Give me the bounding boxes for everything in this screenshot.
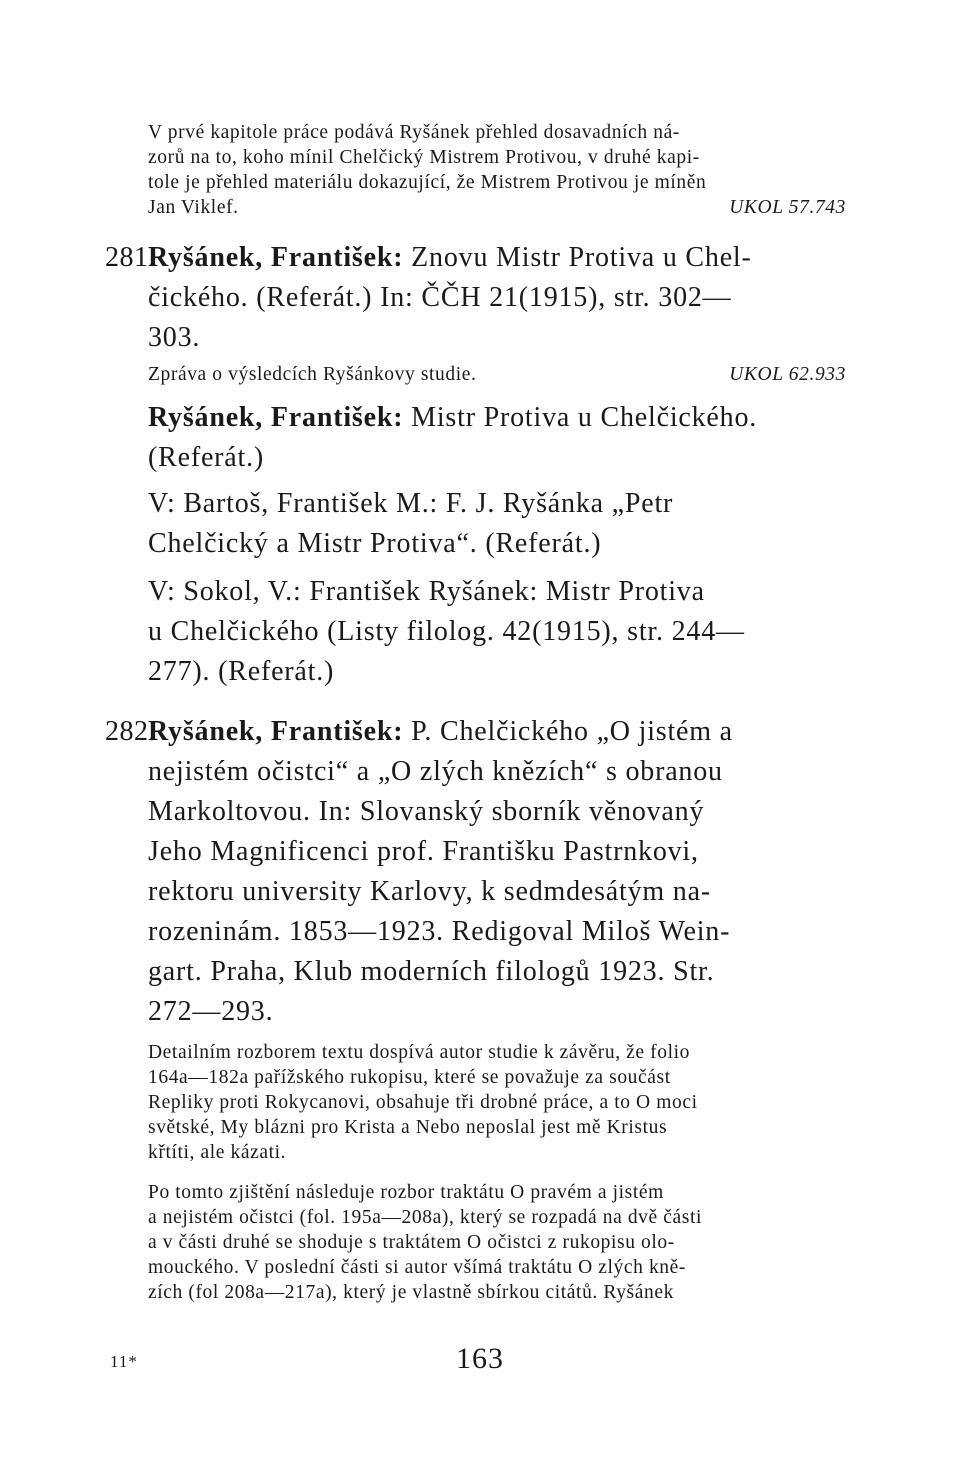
entry-line: 272—293. <box>148 996 274 1027</box>
entry-line: Chelčický a Mistr Protiva“. (Referát.) <box>148 528 602 559</box>
entry-282-note-2 <box>148 1180 860 1305</box>
entry-number: 282. <box>105 716 156 747</box>
shelf-mark: UKOL 57.743 <box>729 197 846 218</box>
review-sokol <box>148 572 860 692</box>
entry-line: rozeninám. 1853—1923. Redigoval Miloš Wein- <box>148 916 731 947</box>
note-line: Po tomto zjištění následuje rozbor traktátu O pravém a jistém <box>148 1182 664 1203</box>
entry-line: Markoltovou. In: Slovanský sborník věnovaný <box>148 796 705 827</box>
intro-last-line <box>148 195 860 220</box>
note-line: mouckého. V poslední části si autor všímá traktátu O zlých kně- <box>148 1257 687 1278</box>
entry-line: (Referát.) <box>148 442 265 473</box>
entry-281 <box>148 238 860 358</box>
entry-line: nejistém očistci“ a „O zlých knězích“ s obranou <box>148 756 723 787</box>
entry-number: 281. <box>105 242 156 273</box>
entry-line: rektoru university Karlovy, k sedmdesátým na- <box>148 876 711 907</box>
note-line: Detailním rozborem textu dospívá autor studie k závěru, že folio <box>148 1042 690 1063</box>
entry-line <box>148 712 860 752</box>
entry-line: V: Bartoš, František M.: F. J. Ryšánka „Petr <box>148 488 674 519</box>
intro-line: tole je přehled materiálu dokazující, že Mistrem Protivou je míněn <box>148 172 707 193</box>
note-line: křtíti, ale kázati. <box>148 1142 287 1163</box>
entry-line: gart. Praha, Klub moderních filologů 1923. Str. <box>148 956 715 987</box>
entry-line: 277). (Referát.) <box>148 656 335 687</box>
note-line <box>148 362 860 387</box>
entry-line: Jeho Magnificenci prof. Františku Pastrnkovi, <box>148 836 699 867</box>
entry-281-note <box>148 362 860 387</box>
note-text: Zpráva o výsledcích Ryšánkovy studie. <box>148 364 477 385</box>
intro-line: Jan Viklef. <box>148 197 239 218</box>
note-line: světské, My blázni pro Krista a Nebo neposlal jest mě Kristus <box>148 1117 668 1138</box>
entry-title: Mistr Protiva u Chelčického. <box>411 402 758 433</box>
entry-title: P. Chelčického „O jistém a <box>411 716 733 747</box>
entry-line <box>148 238 860 278</box>
entry-title: Znovu Mistr Protiva u Chel- <box>411 242 752 273</box>
note-line: Repliky proti Rokycanovi, obsahuje tři drobné práce, a to O moci <box>148 1092 698 1113</box>
entry-line: V: Sokol, V.: František Ryšánek: Mistr Protiva <box>148 576 705 607</box>
intro-line: zorů na to, koho mínil Chelčický Mistrem Protivou, v druhé kapi- <box>148 147 700 168</box>
entry-line: 303. <box>148 322 201 353</box>
intro-line: V prvé kapitole práce podává Ryšánek přehled dosavadních ná- <box>148 122 680 143</box>
shelf-mark: UKOL 62.933 <box>729 364 846 385</box>
entry-line: čického. (Referát.) In: ČČH 21(1915), str. 302— <box>148 282 732 313</box>
note-line: a nejistém očistci (fol. 195a—208a), který se rozpadá na dvě části <box>148 1207 702 1228</box>
entry-282 <box>148 712 860 1032</box>
review-bartos <box>148 484 860 564</box>
signature-mark: 11* <box>110 1352 138 1371</box>
entry-author: Ryšánek, František: <box>148 242 404 273</box>
entry-author: Ryšánek, František: <box>148 402 404 433</box>
note-line: zích (fol 208a—217a), který je vlastně sbírkou citátů. Ryšánek <box>148 1282 674 1303</box>
entry-281b <box>148 398 860 478</box>
entry-line: u Chelčického (Listy filolog. 42(1915), str. 244— <box>148 616 745 647</box>
entry-line <box>148 398 860 438</box>
entry-282-note-1 <box>148 1040 860 1165</box>
note-line: a v části druhé se shoduje s traktátem O očistci z rukopisu olo- <box>148 1232 675 1253</box>
page-number: 163 <box>456 1342 504 1375</box>
intro-annotation <box>148 120 860 220</box>
note-line: 164a—182a pařížského rukopisu, které se považuje za součást <box>148 1067 671 1088</box>
entry-author: Ryšánek, František: <box>148 716 404 747</box>
